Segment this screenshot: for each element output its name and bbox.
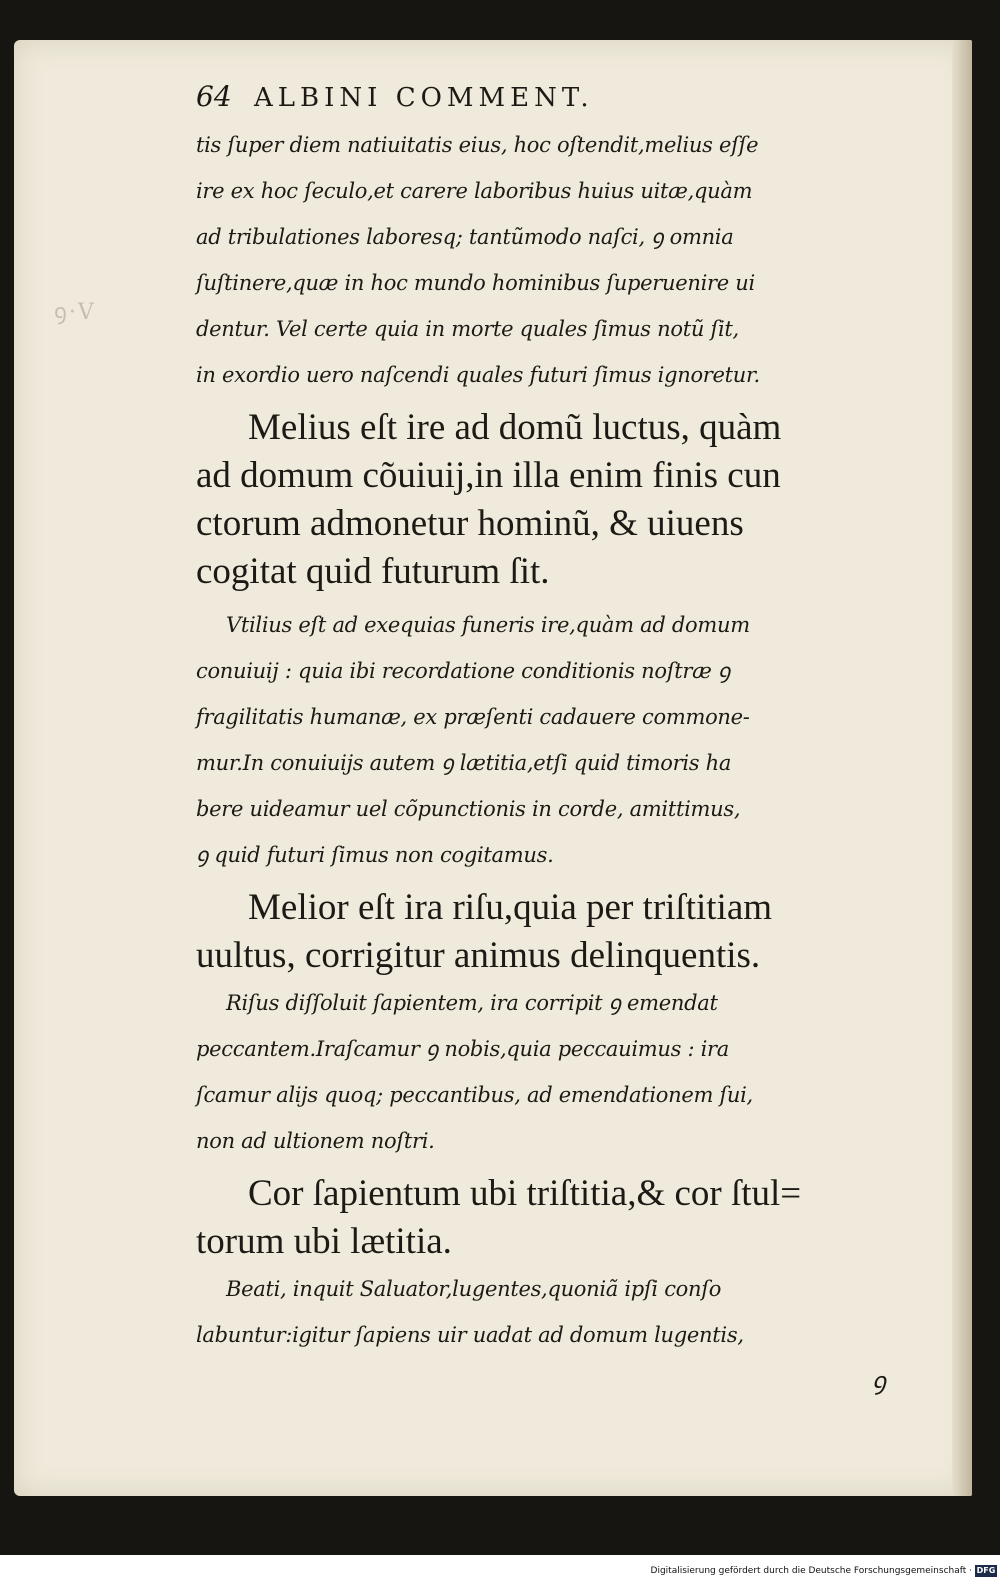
verse-line: Cor ſapientum ubi triſtitia,& cor ſtul= [248, 1173, 802, 1214]
page-number: 64 [196, 80, 232, 113]
commentary-paragraph [196, 980, 886, 1164]
text-line: in exordio uero naſcendi quales futuri ſimus ignoretur. [196, 363, 760, 387]
text-line: Riſus diſſoluit ſapientem, ira corripit ꝯ emendat [226, 991, 718, 1015]
running-title: ALBINI COMMENT. [254, 83, 594, 113]
text-line: Beati, inquit Saluator,lugentes,quoniã ipſi conſo [226, 1277, 722, 1301]
text-line: bere uideamur uel cõpunctionis in corde, amittimus, [196, 797, 741, 821]
text-line: Vtilius eſt ad exequias funeris ire,quàm ad domum [226, 613, 750, 637]
text-line: dentur. Vel certe quia in morte quales ſimus notũ ſit, [196, 317, 739, 341]
running-head [196, 80, 886, 122]
commentary-paragraph [196, 602, 886, 878]
text-line: ſuſtinere,quæ in hoc mundo hominibus ſuperuenire ui [196, 271, 755, 295]
text-line: ſcamur alijs quoq; peccantibus, ad emendationem ſui, [196, 1083, 753, 1107]
page-text [196, 80, 886, 1404]
commentary-paragraph [196, 1266, 886, 1358]
commentary-paragraph [196, 122, 886, 398]
verse-line: torum ubi lætitia. [196, 1221, 452, 1262]
scripture-verse [196, 1170, 886, 1266]
text-line: ad tribulationes laboresq; tantũmodo naſci, ꝯ omnia [196, 225, 734, 249]
scripture-verse [196, 884, 886, 980]
text-line: fragilitatis humanæ, ex præſenti cadauere commone- [196, 705, 750, 729]
scripture-verse [196, 404, 886, 596]
verse-line: Melior eſt ira riſu,quia per triſtitiam [248, 887, 773, 928]
text-line: conuiuij : quia ibi recordatione conditionis noſtræ ꝯ [196, 659, 730, 683]
page-gutter [952, 40, 972, 1496]
verse-line: ad domum cõuiuij,in illa enim finis cun [196, 455, 781, 496]
text-line: peccantem.Iraſcamur ꝯ nobis,quia peccauimus : ira [196, 1037, 729, 1061]
text-line: ꝯ quid futuri ſimus non cogitamus. [196, 843, 554, 867]
text-line: tis ſuper diem natiuitatis eius, hoc oſtendit,melius eſſe [196, 133, 759, 157]
dfg-logo: DFG [976, 1566, 996, 1575]
text-line: labuntur:igitur ſapiens uir uadat ad domum lugentis, [196, 1323, 744, 1347]
verse-line: cogitat quid futurum ſit. [196, 551, 550, 592]
verse-line: ctorum admonetur hominũ, & uiuens [196, 503, 744, 544]
verse-line: uultus, corrigitur animus delinquentis. [196, 935, 761, 976]
catchword: ꝯ [871, 1367, 886, 1395]
text-line: mur.In conuiuijs autem ꝯ lætitia,etſi quid timoris ha [196, 751, 732, 775]
text-line: non ad ultionem noſtri. [196, 1129, 435, 1153]
text-line: ire ex hoc ſeculo,et carere laboribus huius uitæ,quàm [196, 179, 753, 203]
verse-line: Melius eſt ire ad domũ luctus, quàm [248, 407, 782, 448]
show-through-text: ꝯ·V [54, 300, 96, 325]
funding-credit: Digitalisierung gefördert durch die Deutsche Forschungsgemeinschaft · [650, 1566, 972, 1576]
